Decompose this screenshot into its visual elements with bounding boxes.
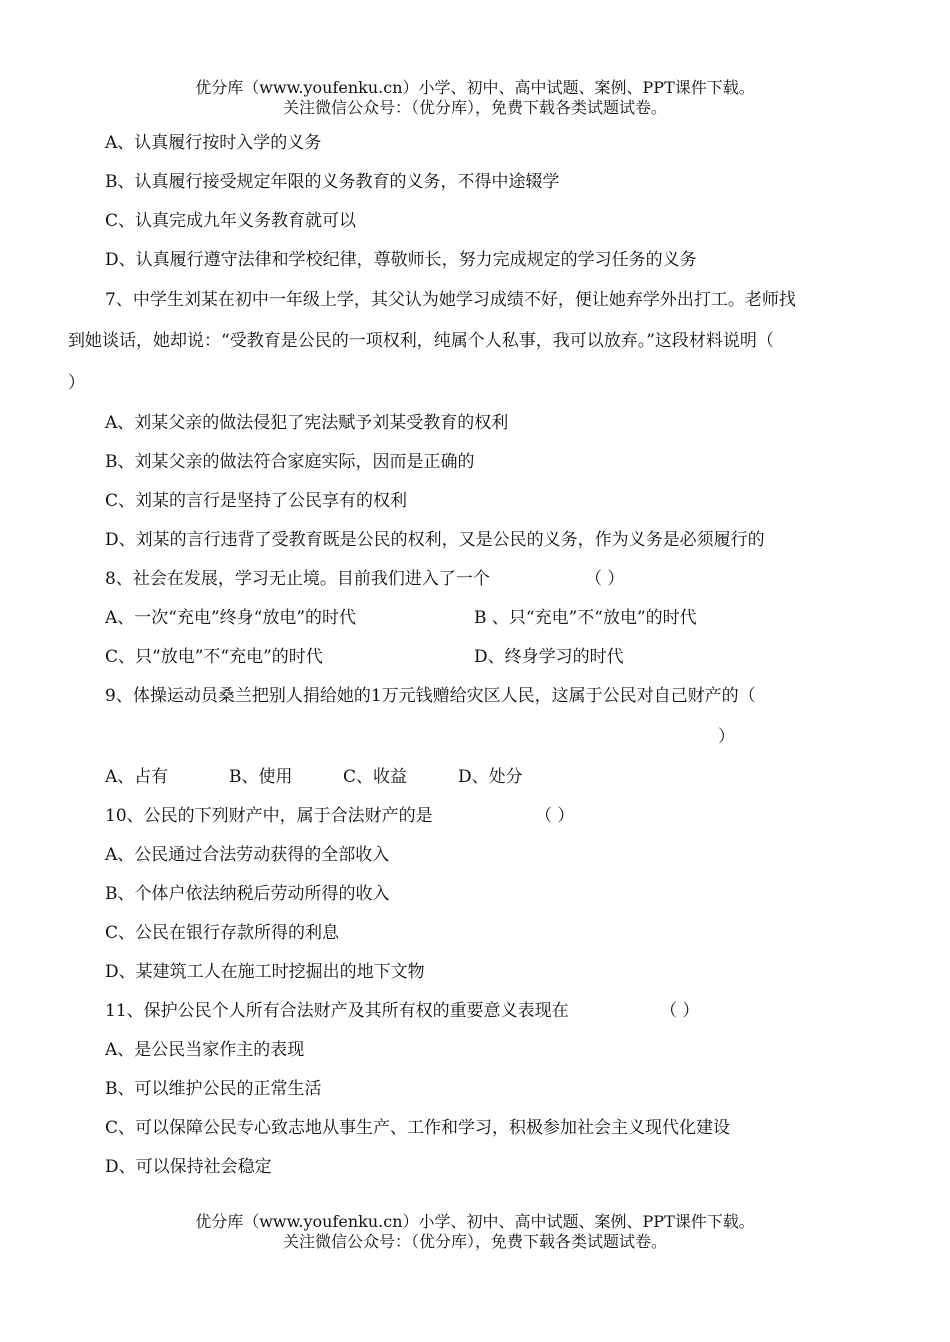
q6-option-c: C、认真完成九年义务教育就可以 xyxy=(105,211,357,231)
q10-answer-paren: （ ） xyxy=(535,806,575,826)
q6-option-b: B、认真履行接受规定年限的义务教育的义务，不得中途辍学 xyxy=(105,172,560,192)
q8-option-c: C、只“放电”不“充电”的时代 xyxy=(105,647,323,667)
q7-option-a: A、刘某父亲的做法侵犯了宪法赋予刘某受教育的权利 xyxy=(105,413,509,433)
q9-option-b: B、使用 xyxy=(229,767,293,787)
q9-option-d: D、处分 xyxy=(458,767,523,787)
q6-option-d: D、认真履行遵守法律和学校纪律，尊敬师长，努力完成规定的学习任务的义务 xyxy=(105,250,697,270)
q9-option-a: A、占有 xyxy=(105,767,169,787)
q7-stem-line-1: 7、中学生刘某在初中一年级上学，其父认为她学习成绩不好，便让她弃学外出打工。老师找 xyxy=(105,290,796,310)
q8-stem: 8、社会在发展，学习无止境。目前我们进入了一个 xyxy=(105,569,490,589)
q9-answer-close: ） xyxy=(718,727,735,747)
q9-stem: 9、体操运动员桑兰把别人捐给她的1万元钱赠给灾区人民，这属于公民对自己财产的（ xyxy=(105,686,756,706)
q6-option-a: A、认真履行按时入学的义务 xyxy=(105,133,322,153)
q11-answer-paren: （ ） xyxy=(660,1001,700,1021)
q9-option-c: C、收益 xyxy=(343,767,408,787)
q11-stem: 11、保护公民个人所有合法财产及其所有权的重要意义表现在 xyxy=(105,1001,569,1021)
q11-option-c: C、可以保障公民专心致志地从事生产、工作和学习，积极参加社会主义现代化建设 xyxy=(105,1118,731,1138)
q10-option-a: A、公民通过合法劳动获得的全部收入 xyxy=(105,845,390,865)
q10-option-b: B、个体户依法纳税后劳动所得的收入 xyxy=(105,884,390,904)
q11-option-a: A、是公民当家作主的表现 xyxy=(105,1040,305,1060)
q8-answer-paren: （ ） xyxy=(585,569,625,589)
q10-option-c: C、公民在银行存款所得的利息 xyxy=(105,923,340,943)
q7-stem-line-2: 到她谈话，她却说：“受教育是公民的一项权利，纯属个人私事，我可以放弃。”这段材料说明（ xyxy=(68,331,774,351)
header-line-2: 关注微信公众号：（优分库），免费下载各类试题试卷。 xyxy=(282,98,667,117)
q8-option-d: D、终身学习的时代 xyxy=(474,647,624,667)
q7-option-d: D、刘某的言行违背了受教育既是公民的权利，又是公民的义务，作为义务是必须履行的 xyxy=(105,530,765,550)
q8-option-a: A、一次“充电”终身“放电”的时代 xyxy=(105,608,357,628)
q11-option-b: B、可以维护公民的正常生活 xyxy=(105,1079,322,1099)
header-line-1: 优分库（www.youfenku.cn）小学、初中、高中试题、案例、PPT课件下载。 xyxy=(195,78,755,97)
q7-option-c: C、刘某的言行是坚持了公民享有的权利 xyxy=(105,491,408,511)
q8-option-b: B 、只“充电”不“放电”的时代 xyxy=(474,608,697,628)
footer-line-1: 优分库（www.youfenku.cn）小学、初中、高中试题、案例、PPT课件下载。 xyxy=(195,1212,755,1231)
q10-stem: 10、公民的下列财产中，属于合法财产的是 xyxy=(105,806,433,826)
q11-option-d: D、可以保持社会稳定 xyxy=(105,1157,272,1177)
page-footer xyxy=(0,1212,950,1252)
page-header xyxy=(0,78,950,118)
q7-option-b: B、刘某父亲的做法符合家庭实际，因而是正确的 xyxy=(105,452,475,472)
q7-stem-line-3: ） xyxy=(68,373,85,393)
q10-option-d: D、某建筑工人在施工时挖掘出的地下文物 xyxy=(105,962,425,982)
footer-line-2: 关注微信公众号：（优分库），免费下载各类试题试卷。 xyxy=(282,1232,667,1251)
